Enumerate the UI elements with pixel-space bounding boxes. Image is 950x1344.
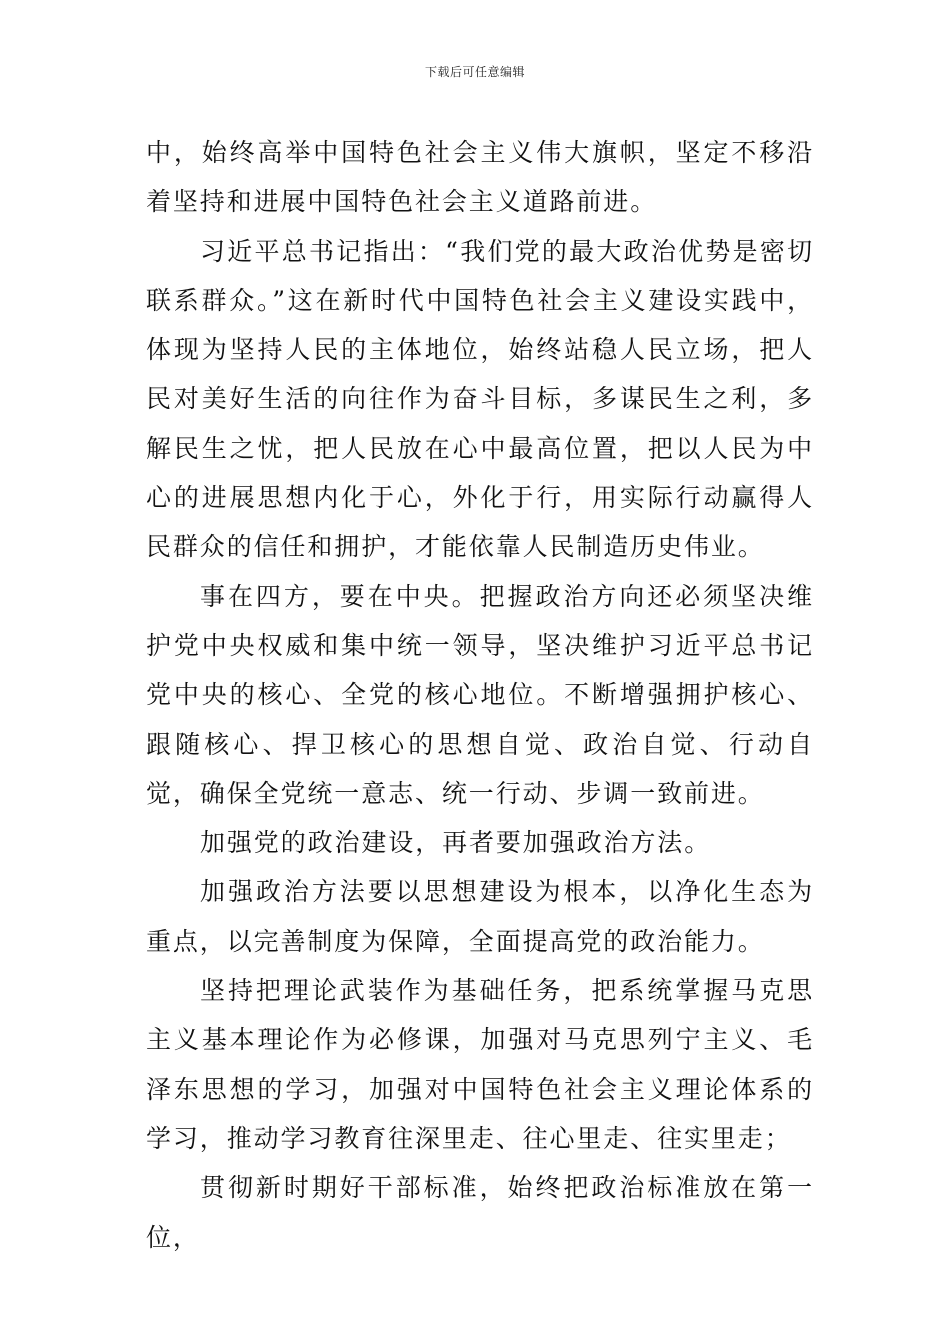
- paragraph: 坚持把理论武装作为基础任务，把系统掌握马克思主义基本理论作为必修课，加强对马克思列宁主义、毛泽东思想的学习，加强对中国特色社会主义理论体系的学习，推动学习教育往深里走、往心里走、往实里走；: [146, 976, 814, 1153]
- paragraph: 加强党的政治建设，再者要加强政治方法。: [200, 828, 712, 858]
- paragraph: 贯彻新时期好干部标准，始终把政治标准放在第一位，: [146, 1173, 814, 1252]
- paragraph: 习近平总书记指出：“我们党的最大政治优势是密切联系群众。”这在新时代中国特色社会主义建设实践中，体现为坚持人民的主体地位，始终站稳人民立场，把人民对美好生活的向往作为奋斗目标，多谋民生之利，多解民生之忧，把人民放在心中最高位置，把以人民为中心的进展思想内化于心，外化于行，用实际行动赢得人民群众的信任和拥护，才能依靠人民制造历史伟业。: [146, 236, 814, 562]
- paragraph: 加强政治方法要以思想建设为根本，以净化生态为重点，以完善制度为保障，全面提高党的政治能力。: [146, 877, 814, 956]
- page-header: 下载后可任意编辑: [424, 65, 525, 79]
- paragraph: 事在四方，要在中央。把握政治方向还必须坚决维护党中央权威和集中统一领导，坚决维护习近平总书记党中央的核心、全党的核心地位。不断增强拥护核心、跟随核心、捍卫核心的思想自觉、政治自觉、行动自觉，确保全党统一意志、统一行动、步调一致前进。: [146, 581, 814, 808]
- paragraph: 中，始终高举中国特色社会主义伟大旗帜，坚定不移沿着坚持和进展中国特色社会主义道路前进。: [146, 138, 814, 217]
- document-body: [146, 128, 814, 1262]
